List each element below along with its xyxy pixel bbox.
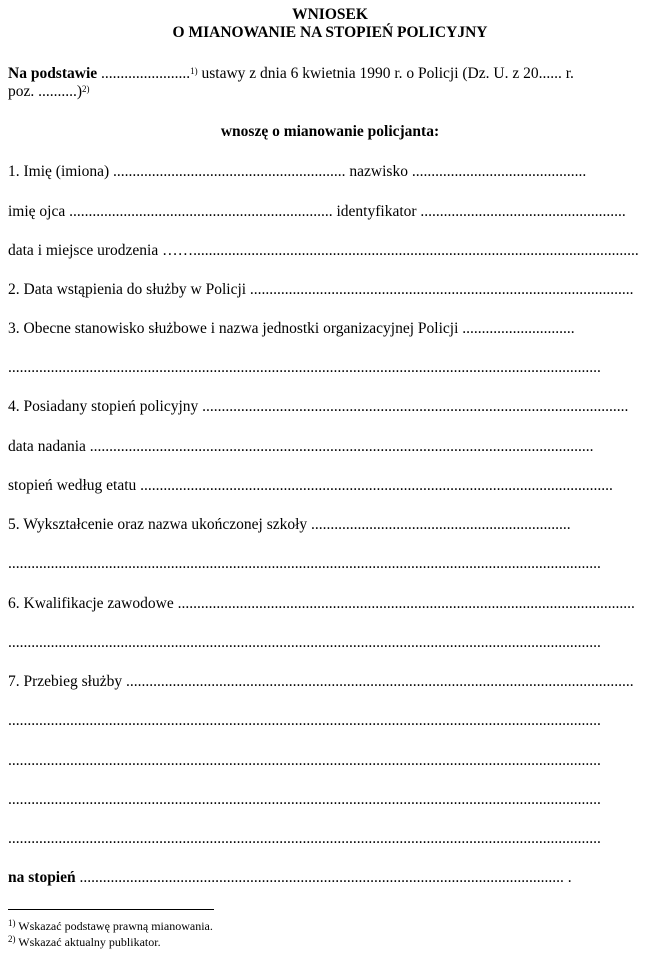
service-history-line-4[interactable]: ......................................................................................................................................................... bbox=[8, 791, 601, 808]
birth-date-place-field[interactable]: data i miejsce urodzenia ……................................................................................................................... bbox=[8, 242, 639, 259]
qualifications-continuation[interactable]: ......................................................................................................................................................... bbox=[8, 634, 601, 651]
service-history-line-5[interactable]: ......................................................................................................................................................... bbox=[8, 830, 601, 847]
form-title-line1: WNIOSEK bbox=[292, 6, 368, 23]
footnote-ref-1: 1) bbox=[190, 66, 198, 76]
legal-basis-label: Na podstawie bbox=[8, 65, 98, 82]
service-start-date-field[interactable]: 2. Data wstąpienia do służby w Policji ................................................................................................... bbox=[8, 281, 634, 298]
current-position-field[interactable]: 3. Obecne stanowisko służbowe i nazwa jednostki organizacyjnej Policji ............................. bbox=[8, 320, 575, 337]
rank-granted-date-field[interactable]: data nadania .................................................................................................................................. bbox=[8, 438, 594, 455]
footnote-2-mark: 2) bbox=[8, 934, 16, 944]
form-title-line2: O MIANOWANIE NA STOPIEŃ POLICYJNY bbox=[172, 24, 488, 41]
target-rank-field[interactable]: ............................................................................................................................. . bbox=[79, 869, 572, 886]
current-position-continuation[interactable]: ......................................................................................................................................................... bbox=[8, 359, 601, 376]
service-history-line-3[interactable]: ......................................................................................................................................................... bbox=[8, 752, 601, 769]
current-rank-field[interactable]: 4. Posiadany stopień policyjny .............................................................................................................. bbox=[8, 398, 629, 415]
education-continuation[interactable]: ......................................................................................................................................................... bbox=[8, 555, 601, 572]
footnote-1 bbox=[8, 919, 213, 933]
footnote-1-text: Wskazać podstawę prawną mianowania. bbox=[15, 919, 213, 933]
rank-by-establishment-field[interactable]: stopień według etatu .......................................................................................................................... bbox=[8, 477, 613, 494]
footnote-2 bbox=[8, 935, 161, 949]
footnote-ref-2: 2) bbox=[82, 84, 90, 94]
legal-basis-field[interactable]: ....................... bbox=[101, 65, 191, 82]
legal-basis-text: ustawy z dnia 6 kwietnia 1990 r. o Policji (Dz. U. z 20...... r. bbox=[197, 65, 574, 82]
publication-field[interactable]: poz. ..........) bbox=[8, 83, 83, 100]
target-rank-label: na stopień bbox=[8, 869, 76, 886]
name-surname-field[interactable]: 1. Imię (imiona) ............................................................ nazwisko ............................................. bbox=[8, 163, 587, 180]
service-history-line-2[interactable]: ......................................................................................................................................................... bbox=[8, 712, 601, 729]
target-rank-line bbox=[8, 869, 572, 887]
legal-basis-line bbox=[8, 65, 574, 83]
footnote-1-mark: 1) bbox=[8, 918, 16, 928]
father-name-identifier-field[interactable]: imię ojca .................................................................... identyfikator ..................................................... bbox=[8, 203, 626, 220]
qualifications-field[interactable]: 6. Kwalifikacje zawodowe ...................................................................................................................... bbox=[8, 595, 635, 612]
education-field[interactable]: 5. Wykształcenie oraz nazwa ukończonej szkoły ................................................................... bbox=[8, 516, 571, 533]
footnote-separator bbox=[8, 909, 214, 910]
request-heading: wnoszę o mianowanie policjanta: bbox=[220, 123, 440, 140]
service-history-field[interactable]: 7. Przebieg służby ................................................................................................................................... bbox=[8, 673, 634, 690]
publication-line bbox=[8, 83, 90, 101]
footnote-2-text: Wskazać aktualny publikator. bbox=[15, 935, 161, 949]
